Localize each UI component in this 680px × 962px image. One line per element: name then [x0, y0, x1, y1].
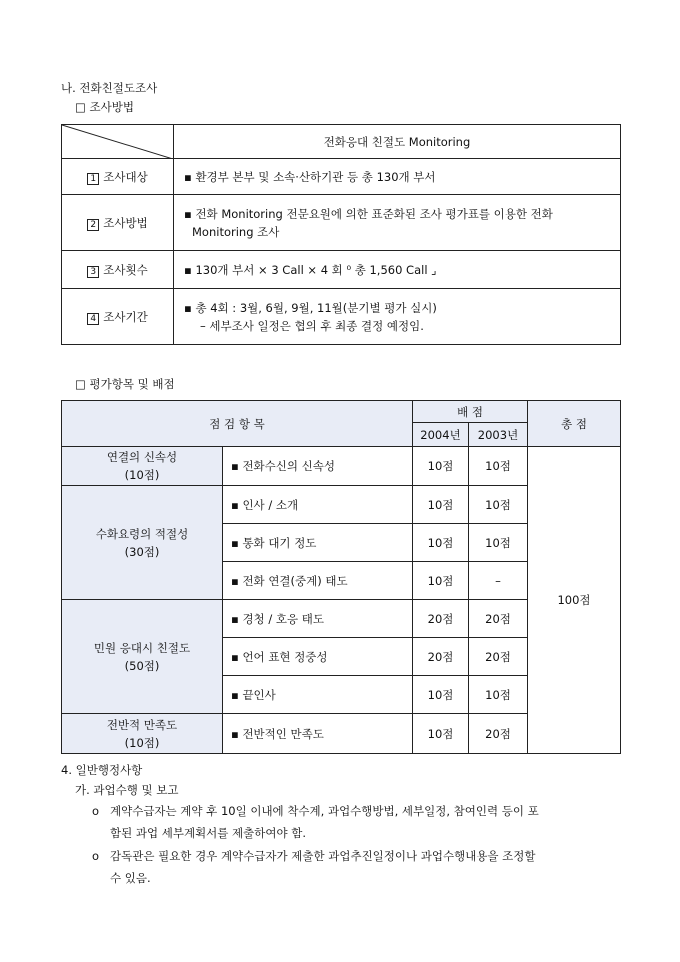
score-2003: 10점 — [469, 524, 528, 562]
score-2003: – — [469, 562, 528, 600]
score-2004: 10점 — [413, 447, 469, 486]
item-cell: ▪ 경청 / 호응 태도 — [223, 600, 413, 638]
row-label-text: 조사기간 — [103, 309, 148, 324]
group-name: 연결의 신속성 — [106, 450, 178, 464]
group-points: (30점) — [124, 544, 160, 559]
score-2004: 10점 — [413, 714, 469, 754]
score-2004: 10점 — [413, 562, 469, 600]
col-total-header: 총 점 — [528, 401, 621, 447]
score-2003: 20점 — [469, 714, 528, 754]
general-title: 4. 일반행정사항 — [61, 763, 143, 777]
diagonal-line-icon — [62, 125, 173, 159]
content-line: – 세부조사 일정은 협의 후 최종 결정 예정임. — [200, 318, 424, 333]
item-cell: ▪ 통화 대기 정도 — [223, 524, 413, 562]
section-title: 나. 전화친절도조사 — [61, 81, 158, 95]
row-content — [174, 289, 621, 345]
method-header: 전화응대 친절도 Monitoring — [174, 125, 621, 159]
bullet-line: 감독관은 필요한 경우 계약수급자가 제출한 과업추진일정이나 과업수행내용을 조정할 — [110, 849, 536, 863]
number-box: 3 — [87, 266, 99, 278]
row-label — [62, 251, 174, 289]
group-name: 민원 응대시 친절도 — [93, 640, 191, 655]
item-cell: ▪ 전화 연결(중계) 태도 — [223, 562, 413, 600]
score-2003: 10점 — [469, 486, 528, 524]
score-2004: 20점 — [413, 638, 469, 676]
bullet-mark: o — [92, 804, 100, 818]
score-2003: 10점 — [469, 447, 528, 486]
item-cell: ▪ 끝인사 — [223, 676, 413, 714]
table-row — [62, 159, 621, 195]
row-label — [62, 195, 174, 251]
item-cell: ▪ 전화수신의 신속성 — [223, 447, 413, 486]
bullet-mark: o — [92, 849, 100, 863]
bullet-item — [92, 845, 622, 889]
group-points: (50점) — [124, 658, 160, 673]
row-label-text: 조사대상 — [103, 169, 148, 184]
item-cell: ▪ 전반적인 만족도 — [223, 714, 413, 754]
bullet-line: 계약수급자는 계약 후 10일 이내에 착수계, 과업수행방법, 세부일정, 참여인력 등이 포 — [110, 804, 539, 818]
group-cell — [62, 600, 223, 714]
bullet-item — [92, 800, 622, 844]
group-name: 전반적 만족도 — [106, 717, 178, 732]
col-2003-header: 2003년 — [469, 423, 528, 447]
bullet-line: 함된 과업 세부계획서를 제출하여야 함. — [110, 826, 307, 840]
score-2004: 10점 — [413, 524, 469, 562]
score-2003: 10점 — [469, 676, 528, 714]
general-sub: 가. 과업수행 및 보고 — [75, 783, 179, 797]
col-score-header: 배 점 — [413, 401, 528, 423]
col-items-header: 점 검 항 목 — [62, 401, 413, 447]
eval-heading: □ 평가항목 및 배점 — [75, 377, 175, 391]
number-box: 4 — [87, 313, 99, 325]
item-cell: ▪ 인사 / 소개 — [223, 486, 413, 524]
eval-table — [61, 400, 621, 754]
group-points: (10점) — [124, 735, 160, 750]
row-content — [174, 195, 621, 251]
bullet-line: 수 있음. — [110, 871, 151, 885]
table-row — [62, 195, 621, 251]
score-2004: 20점 — [413, 600, 469, 638]
content-line: ▪ 전화 Monitoring 전문요원에 의한 표준화된 조사 평가표를 이용한 전화 — [184, 206, 553, 221]
survey-method-heading: □ 조사방법 — [75, 100, 134, 114]
content-line: ▪ 총 4회 : 3월, 6월, 9월, 11월(분기별 평가 실시) — [184, 300, 437, 315]
table-row — [62, 447, 621, 486]
row-content — [174, 159, 621, 195]
group-points: (10점) — [124, 468, 160, 482]
group-name: 수화요령의 적절성 — [95, 526, 189, 541]
number-box: 2 — [87, 219, 99, 231]
score-2003: 20점 — [469, 600, 528, 638]
score-2003: 20점 — [469, 638, 528, 676]
row-label-text: 조사횟수 — [103, 262, 148, 277]
group-cell — [62, 447, 223, 486]
content-line: ▪ 환경부 본부 및 소속·산하기관 등 총 130개 부서 — [184, 169, 436, 184]
score-2004: 10점 — [413, 486, 469, 524]
score-2004: 10점 — [413, 676, 469, 714]
content-line: Monitoring 조사 — [192, 224, 280, 239]
row-label — [62, 289, 174, 345]
table-row — [62, 289, 621, 345]
row-label-text: 조사방법 — [103, 215, 148, 230]
group-cell — [62, 486, 223, 600]
row-content — [174, 251, 621, 289]
item-cell: ▪ 언어 표현 정중성 — [223, 638, 413, 676]
diagonal-header-cell — [62, 125, 174, 159]
row-label — [62, 159, 174, 195]
number-box: 1 — [87, 173, 99, 185]
survey-method-table — [61, 124, 621, 345]
content-line: ▪ 130개 부서 × 3 Call × 4 회 ⁰ 총 1,560 Call ⌟ — [184, 262, 437, 277]
table-row — [62, 251, 621, 289]
group-cell — [62, 714, 223, 754]
col-2004-header: 2004년 — [413, 423, 469, 447]
total-score: 100점 — [528, 447, 621, 754]
